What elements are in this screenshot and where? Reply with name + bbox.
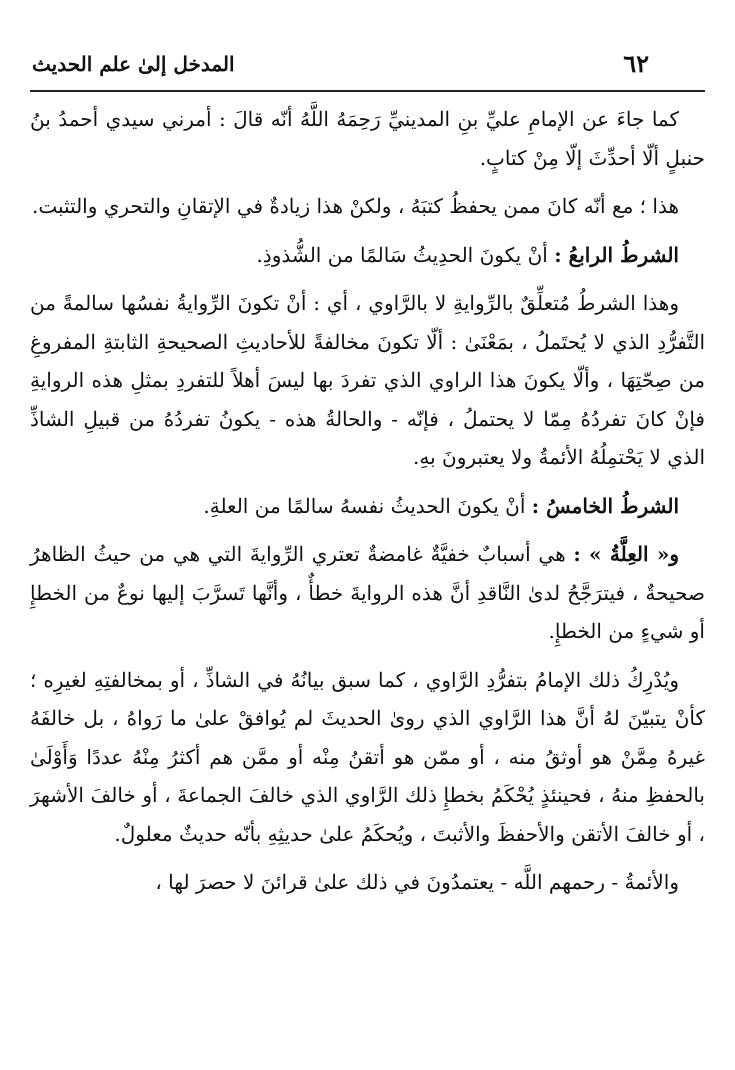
- paragraph-4: [30, 284, 705, 477]
- paragraph-text: هذا ؛ مع أنّه كانَ ممن يحفظُ كتبَهُ ، ولكنْ هذا زيادةٌ في الإتقانِ والتحري والتثبت.: [31, 194, 679, 218]
- condition-heading: الشرطُ الخامسُ :: [531, 493, 679, 518]
- paragraph-text: هي أسبابٌ خفيَّةٌ غامضةٌ تعتري الرِّوايةَ التي هي من حيثُ الظاهرُ صحيحةٌ ، فيترَجَّحُ لدىٰ النَّاقدِ أنَّ هذه الروايةَ خطأٌ ، وأنَّها تَسرَّبَ إليها نوعٌ من الخطإِ أو شيءٍ من الخطإِ.: [30, 542, 705, 643]
- term-heading: و« العِلَّةُ » :: [573, 542, 679, 566]
- paragraph-text: والأئمةُ - رحمهم اللَّه - يعتمدُونَ في ذلك علىٰ قرائنَ لا حصرَ لها ،: [155, 870, 679, 894]
- paragraph-condition-4: [30, 236, 705, 275]
- page-header: [30, 46, 705, 86]
- running-title: المدخل إلىٰ علم الحديث: [32, 52, 235, 76]
- paragraph-text: وهذا الشرطُ مُتعلِّقٌ بالرِّوايةِ لا بالرَّاوي ، أي : أنْ تكونَ الرِّوايةُ نفسُها سالمةً من التَّفرُّدِ الذي لا يُحتَملُ ، بمَعْنَىٰ : ألّا تكونَ مخالفةً للأحاديثِ الصحيحةِ الثابتةِ المفروغِ من صِحّتِهَا ، وألّا يكونَ هذا الراوي الذي تفردَ بها ليسَ أهلاً للتفردِ بمثلِ هذه الروايةِ فإنْ كانَ تفردُهُ مِمّا لا يحتملُ ، فإنّه - والحالةُ هذه - يكونُ تفردُهُ من قبيلِ الشاذِّ الذي لا يَحْتمِلُهُ الأئمةُ ولا يعتبرونَ بهِ.: [30, 291, 705, 469]
- paragraph-2: [30, 187, 705, 226]
- paragraph-1: [30, 100, 705, 177]
- page-number: ٦٢: [623, 49, 649, 78]
- paragraph-7: [30, 661, 705, 854]
- paragraph-text: ويُدْرِكُ ذلك الإمامُ بتفرُّدِ الرَّاوي ، كما سبق بيانُهُ في الشاذِّ ، أو بمخالفتِهِ لغيرِه ؛ كأنْ يتبيّنَ لهُ أنَّ هذا الرَّاوي الذي روىٰ الحديثَ لم يُوافقْ علىٰ ما رَواهُ ، بل خالفَهُ غيرهُ مِمَّنْ هو أوثقُ منه ، أو ممّن هو أتقنُ مِنْه أو ممَّن هم أكثرُ مِنْهُ عددًا وَأَوْلَىٰ بالحفظِ منهُ ، فحينئذٍ يُحْكَمُ بخطإِ ذلك الرَّاوي الذي خالفَ الجماعةَ ، أو خالفَ الأشهرَ ، أو خالفَ الأتقن والأحفظَ والأثبتَ ، ويُحكَمُ علىٰ حديثِهِ بأنّه حديثٌ معلولٌ.: [30, 667, 705, 846]
- paragraph-illa-definition: [30, 535, 705, 651]
- paragraph-8: [30, 863, 705, 902]
- body-text: [30, 100, 705, 912]
- paragraph-text: أنْ يكونَ الحدِيثُ سَالمًا من الشُّذوذِ.: [256, 242, 548, 267]
- paragraph-condition-5: [30, 487, 705, 526]
- condition-heading: الشرطُ الرابعُ :: [554, 242, 679, 267]
- paragraph-text: أنْ يكونَ الحديثُ نفسهُ سالمًا من العلةِ.: [203, 493, 526, 518]
- header-divider: [30, 90, 705, 92]
- paragraph-text: كما جاءَ عن الإمامِ عليِّ بنِ المدينيِّ رَحِمَهُ اللَّهُ أنّه قالَ : أمرني سيدي أحمدُ بنُ حنبلٍ ألّا أحدِّثَ إلّا مِنْ كتابٍ.: [30, 107, 705, 170]
